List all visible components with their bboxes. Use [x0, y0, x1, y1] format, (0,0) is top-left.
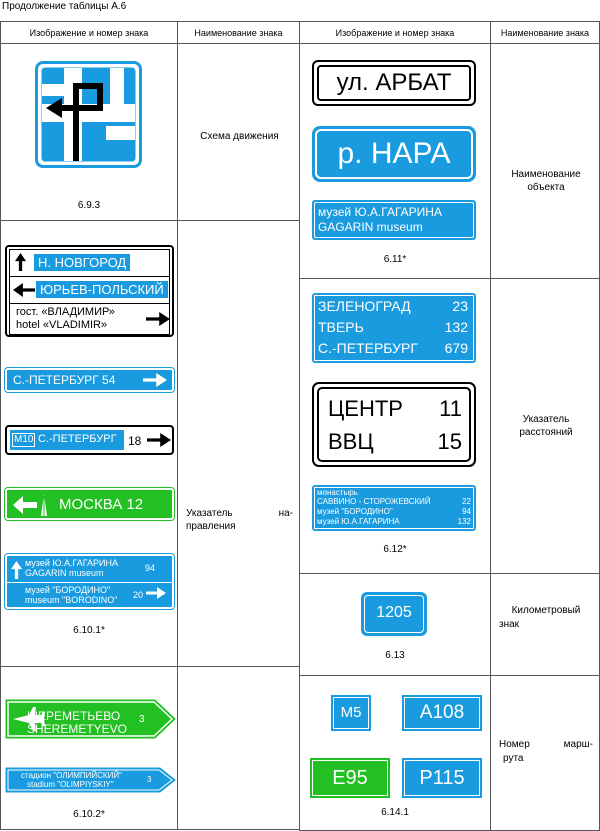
- sign-street-name: [312, 60, 476, 106]
- distance-label: 15: [437, 429, 462, 454]
- cell-sign-6-9-3: [1, 44, 178, 221]
- sign-distance-museums: [312, 485, 476, 531]
- route-number: Р115: [419, 767, 465, 789]
- object-name: GAGARIN museum: [318, 220, 423, 234]
- distance-label: 94: [145, 563, 156, 573]
- sign-route-m5: [331, 695, 371, 731]
- cell-sign-6-10-1: [1, 221, 178, 667]
- arrow-left-icon: [13, 283, 35, 297]
- sign-museum-name: [312, 200, 476, 240]
- destination-label: ШЕРЕМЕТЬЕВО: [27, 709, 121, 723]
- sign-number: 6.14.1: [381, 807, 409, 818]
- destination-label: stadium "OLIMPIYSKIY": [27, 780, 114, 789]
- sign-route-a108: [402, 695, 482, 731]
- destination-label: САВВИНО - СТОРОЖЕВСКИЙ: [317, 497, 431, 506]
- cell-name-6-10-1: [178, 221, 300, 667]
- distance-label: 94: [462, 507, 471, 516]
- distance-label: 18: [128, 434, 142, 448]
- cell-sign-6-11: [300, 44, 491, 279]
- sign-direction-m10: [5, 425, 174, 455]
- sign-name: расстояний: [519, 427, 573, 438]
- city-label: ВВЦ: [328, 429, 374, 454]
- road-number: М10: [14, 434, 34, 445]
- header-image-col: Изображение и номер знака: [300, 22, 491, 44]
- city-label: С.-ПЕТЕРБУРГ: [318, 340, 418, 356]
- sign-name: Указатель: [522, 414, 570, 425]
- sign-river-name: [312, 126, 476, 182]
- sign-number: 6.10.2*: [73, 809, 105, 820]
- cell-name-6-9-3: [178, 44, 300, 221]
- sign-direction-spb: [5, 368, 174, 392]
- distance-label: 23: [452, 298, 468, 314]
- sign-number: 6.13: [385, 650, 405, 661]
- cell-sign-6-13: [300, 574, 491, 676]
- sign-direction-multi: [5, 245, 174, 337]
- sign-route-p115: [402, 758, 482, 798]
- distance-label: 22: [462, 497, 471, 506]
- sign-route-e95: [310, 758, 390, 798]
- sign-traffic-scheme: [35, 61, 142, 168]
- destination-label: стадион "ОЛИМПИЙСКИЙ": [21, 771, 122, 780]
- header-name-col: Наименование знака: [178, 22, 300, 44]
- destination-label: С.-ПЕТЕРБУРГ 54: [13, 373, 116, 387]
- motorway-arrow-icon: [11, 492, 51, 518]
- route-number: А108: [419, 702, 465, 723]
- city-label: ТВЕРЬ: [318, 319, 364, 335]
- distance-label: 679: [444, 340, 468, 356]
- arrow-right-icon: [146, 587, 166, 599]
- cell-name-6-13: [491, 574, 600, 676]
- sign-name: Наименование: [511, 169, 581, 180]
- header-image-col: Изображение и номер знака: [1, 22, 178, 44]
- right-table: [299, 21, 600, 831]
- destination-label: GAGARIN museum: [25, 568, 104, 578]
- destination-label: museum "BORODINO": [25, 595, 118, 605]
- destination-label: музей Ю.А.ГАГАРИНА: [25, 558, 118, 568]
- sign-distance-blue: [312, 293, 476, 363]
- destination-label: музей "БОРОДИНО": [25, 585, 111, 595]
- route-number: М5: [340, 704, 362, 721]
- hotel-label: гост. «ВЛАДИМИР»: [16, 306, 115, 318]
- arrow-right-icon: [143, 373, 167, 387]
- sign-direction-museums: [5, 554, 174, 609]
- sign-name: Километровый: [511, 605, 581, 616]
- distance-label: 3: [147, 775, 152, 784]
- sign-name: Номер марш-: [499, 739, 593, 750]
- sign-name: рута: [503, 753, 524, 764]
- cell-name-6-10-2: [178, 667, 300, 830]
- sign-name: объекта: [527, 182, 565, 193]
- city-label: ЦЕНТР: [328, 396, 403, 421]
- sign-number: 6.10.1*: [73, 625, 105, 636]
- traffic-scheme-icon: [38, 64, 139, 165]
- arrow-right-icon: [147, 433, 171, 447]
- cell-sign-6-14-1: [300, 676, 491, 831]
- cell-name-6-11: [491, 44, 600, 279]
- sign-distance-white: [312, 382, 476, 467]
- destination-label: SHEREMETYEVO: [27, 722, 128, 736]
- arrow-right-icon: [146, 312, 170, 326]
- object-name: ул. АРБАТ: [336, 69, 452, 96]
- header-name-col: Наименование знака: [491, 22, 600, 44]
- cell-name-6-14-1: [491, 676, 600, 831]
- destination-label: ЮРЬЕВ-ПОЛЬСКИЙ: [36, 281, 168, 298]
- sign-name: Схема движения: [200, 131, 279, 142]
- distance-label: 20: [133, 590, 144, 600]
- distance-label: 132: [444, 319, 468, 335]
- distance-label: 132: [457, 517, 471, 526]
- sign-number: 6.11*: [383, 254, 407, 265]
- left-table: [0, 21, 300, 830]
- arrow-up-icon: [11, 561, 22, 579]
- sign-number: 6.9.3: [77, 200, 101, 211]
- kilometre-value: 1205: [376, 604, 412, 621]
- cell-sign-6-12: [300, 279, 491, 574]
- distance-label: 3: [139, 714, 145, 725]
- hotel-label: hotel «VLADIMIR»: [16, 319, 108, 331]
- destination-label: монастырь: [317, 488, 358, 497]
- cell-name-6-12: [491, 279, 600, 574]
- arrow-up-icon: [15, 253, 26, 271]
- destination-label: МОСКВА 12: [59, 496, 144, 513]
- destination-label: музей "БОРОДИНО": [317, 507, 393, 516]
- table-caption: Продолжение таблицы А.6: [2, 1, 127, 12]
- cell-sign-6-10-2: [1, 667, 178, 830]
- destination-label: С.-ПЕТЕРБУРГ: [38, 433, 117, 445]
- distance-label: 11: [439, 396, 462, 421]
- sign-kilometre: [361, 592, 427, 636]
- destination-label: Н. НОВГОРОД: [34, 254, 130, 271]
- object-name: музей Ю.А.ГАГАРИНА: [318, 205, 442, 219]
- destination-label: музей Ю.А.ГАГАРИНА: [317, 517, 400, 526]
- city-label: ЗЕЛЕНОГРАД: [318, 298, 411, 314]
- route-number: Е95: [332, 767, 368, 789]
- sign-name: знак: [499, 619, 520, 630]
- sign-name: правления: [186, 521, 236, 532]
- object-name: р. НАРА: [337, 137, 451, 170]
- sign-number: 6.12*: [383, 544, 407, 555]
- sign-name: Указатель на-: [186, 508, 293, 519]
- sign-direction-moscow: [5, 488, 174, 520]
